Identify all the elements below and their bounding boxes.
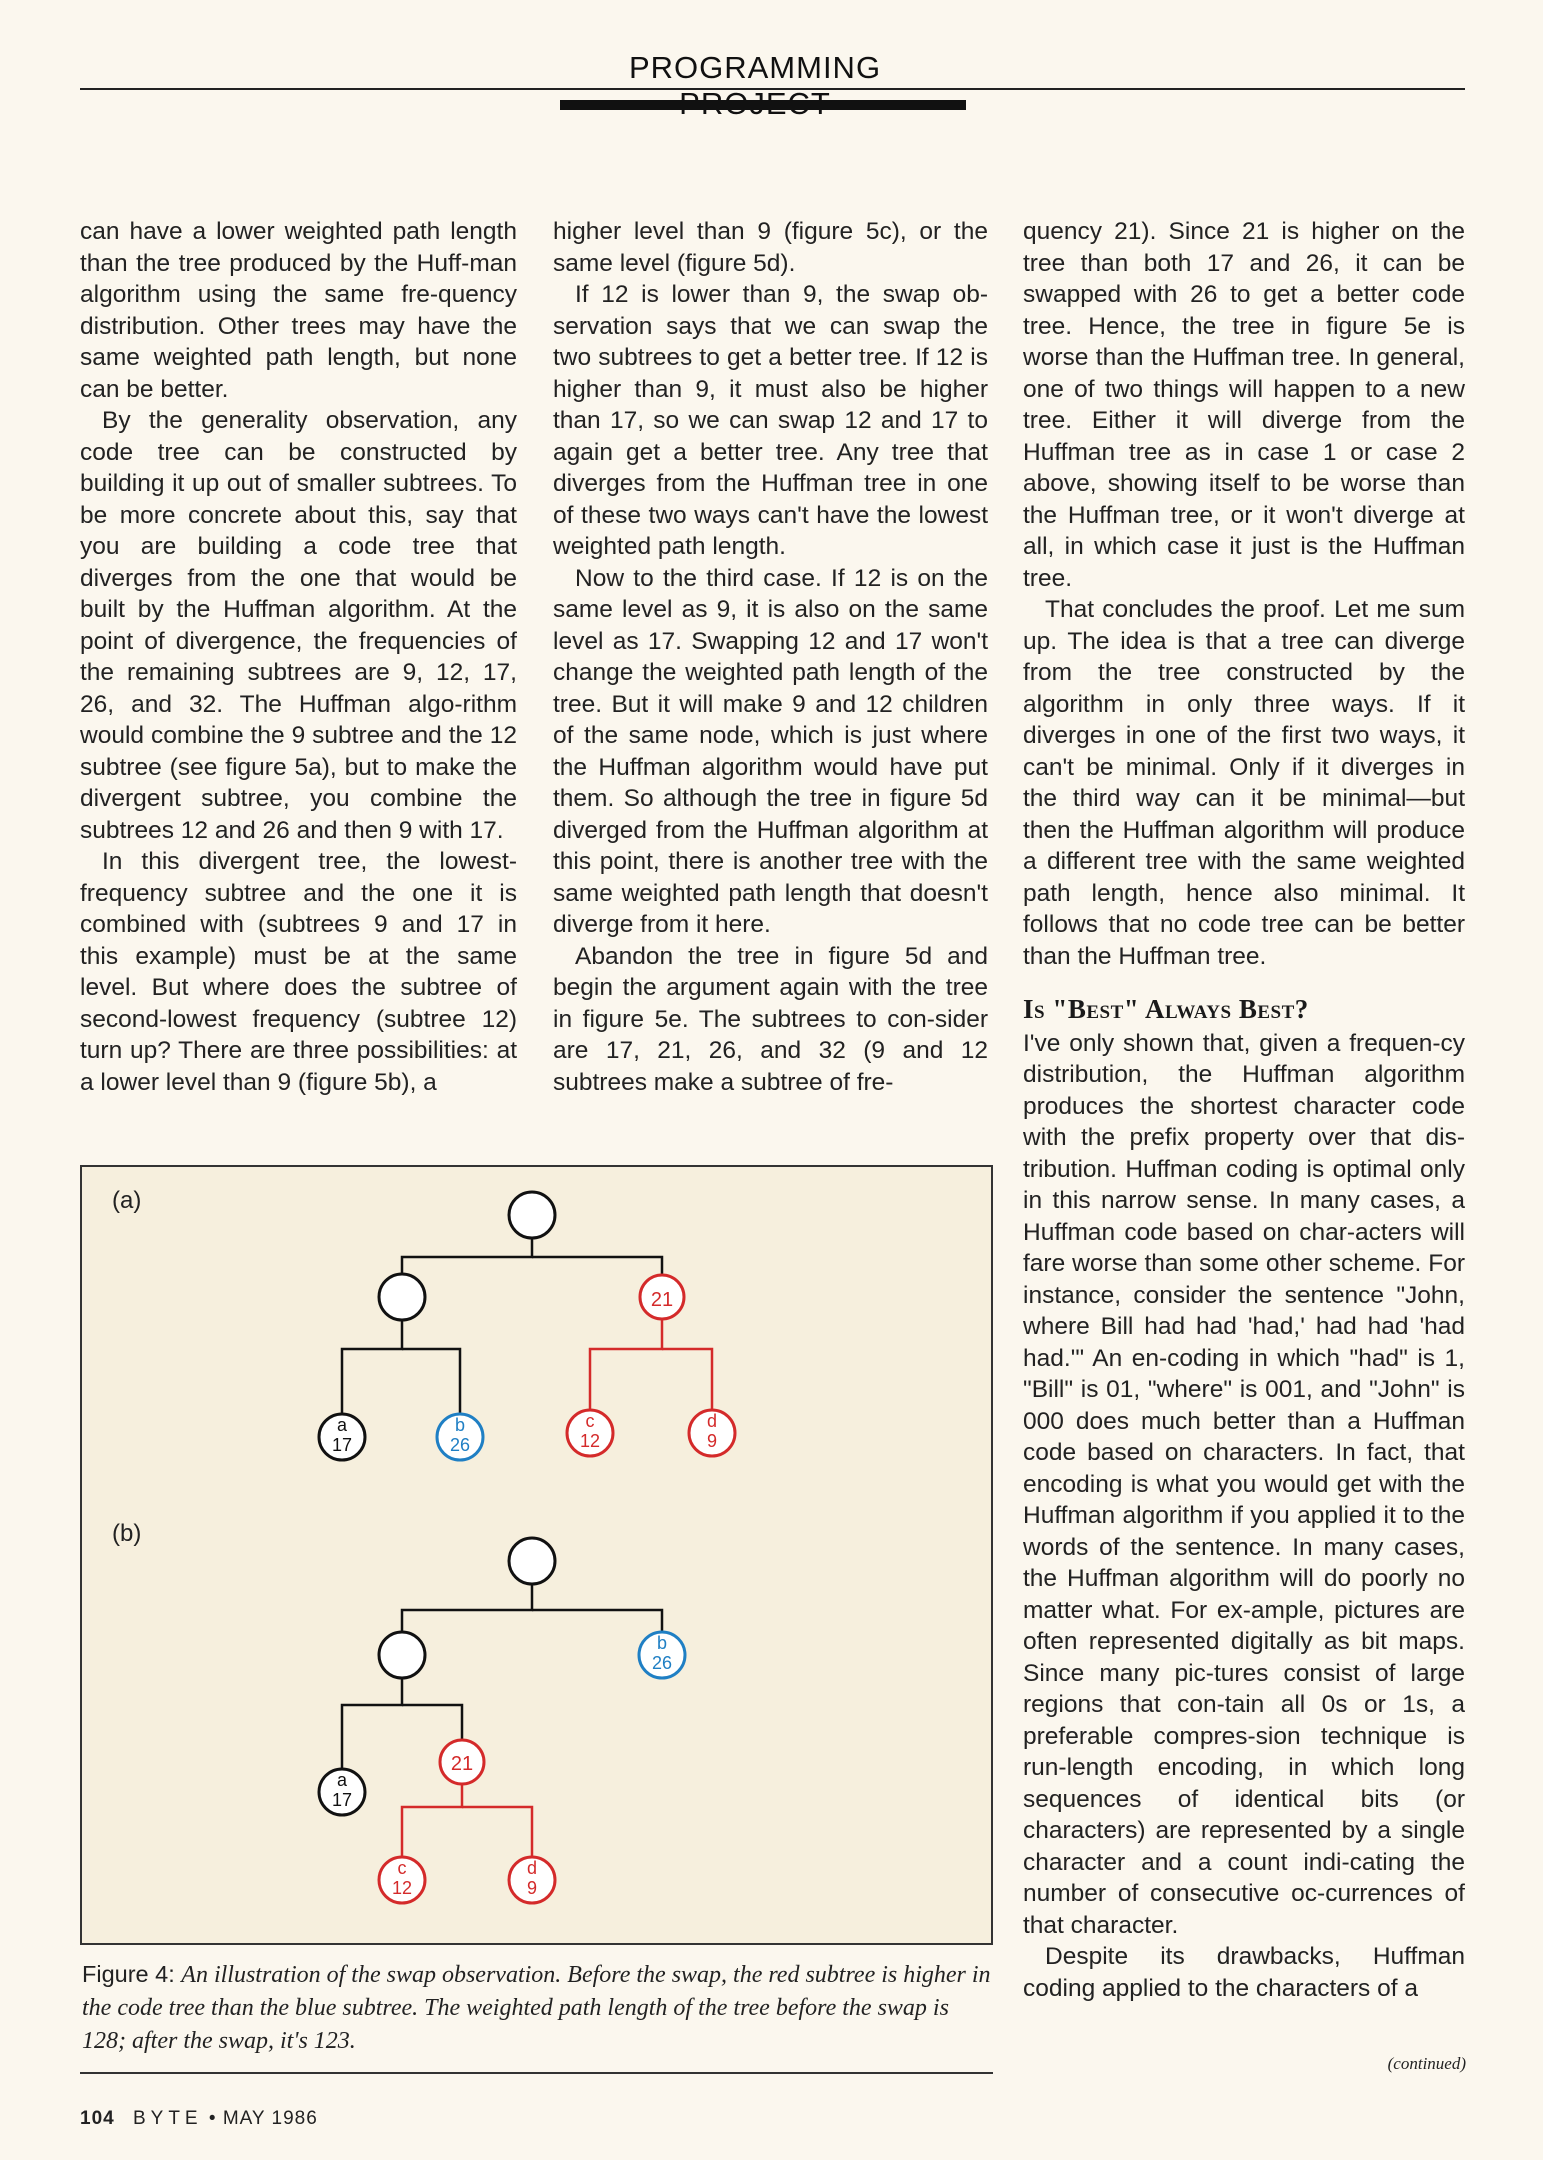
paragraph: If 12 is lower than 9, the swap ob-servation says that we can swap the two subtrees to get a better tree. If 12 is higher than 9, it must also be higher than 17, so we can swap 12 and 17 to again get a better tree. Any tree that diverges from the Huffman tree in one of these two ways can't have the lowest weighted path length. bbox=[553, 281, 988, 560]
edge bbox=[402, 1705, 462, 1740]
leaf-d-weight: 9 bbox=[526, 1878, 538, 1898]
leaf-d-letter: d bbox=[526, 1858, 538, 1878]
footer-separator: • bbox=[208, 2108, 217, 2129]
edge bbox=[402, 1237, 532, 1275]
leaf-c-letter: c bbox=[397, 1858, 407, 1878]
edge bbox=[662, 1349, 712, 1410]
edge bbox=[402, 1583, 532, 1633]
caption-rule bbox=[80, 2072, 993, 2074]
paragraph: higher level than 9 (figure 5c), or the same level (figure 5d). bbox=[553, 218, 988, 277]
edge bbox=[532, 1257, 662, 1275]
tree-diagram bbox=[82, 1167, 991, 1943]
panel-a-tree bbox=[319, 1192, 735, 1460]
page-footer bbox=[80, 2108, 318, 2130]
paragraph: Now to the third case. If 12 is on the same level as 9, it is also on the same level as 17. Swapping 12 and 17 won't change the weighted path length of the tree. But it will make 9 and 12 children of the same node, which is just where the Huffman algorithm would have put them. So although the tree in figure 5d diverged from the Huffman algorithm at this point, there is another tree with the same weighted path length that doesn't diverge from it here. bbox=[553, 564, 988, 938]
edge bbox=[342, 1319, 402, 1414]
leaf-b-weight: 26 bbox=[651, 1653, 673, 1673]
section-heading: Is "Best" Always Best? bbox=[1023, 994, 1309, 1024]
header-rule bbox=[80, 88, 1465, 90]
running-header: PROGRAMMING bbox=[628, 50, 882, 85]
leaf-a-letter: a bbox=[336, 1415, 348, 1435]
leaf-c-letter: c bbox=[585, 1411, 595, 1431]
paragraph: By the generality observation, any code tree can be constructed by building it up out of smaller subtrees. To be more concrete about this, say that you are building a code tree that diverges from the one that would be built by the Huffman algorithm. At the point of divergence, the frequencies of the remaining subtrees are 9, 12, 17, 26, and 32. The Huffman algo-rithm would combine the 9 subtree and the 12 subtree (see figure 5a), but to make the divergent subtree, you combine the subtrees 12 and 26 and then 9 with 17. bbox=[80, 407, 517, 844]
caption-label: Figure 4: bbox=[82, 1961, 175, 1987]
issue-date: MAY 1986 bbox=[222, 2108, 318, 2129]
edge bbox=[532, 1610, 662, 1633]
paragraph: That concludes the proof. Let me sum up. The idea is that a tree can diverge from the tree constructed by the algorithm in only three ways. If it diverges in one of the first two ways, it can't be minimal. Only if it diverges in the third way can it be minimal—but then the Huffman algorithm will produce a different tree with the same weighted path length, hence also minimal. It follows that no code tree can be better than the Huffman tree. bbox=[1023, 596, 1465, 970]
paragraph: I've only shown that, given a frequen-cy distribution, the Huffman algorithm produces the shortest character code with the prefix property over that dis-tribution. Huffman coding is optimal only in this narrow sense. In many cases, a Huffman code based on char-acters will fare worse than some other scheme. For instance, consider the sentence "John, where Bill had had 'had,' had had 'had had.'" An en-coding in which "had" is 1, "Bill" is 01, "where" is 001, and "John" is 000 does much better than a Huffman code based on characters. In fact, that encoding is what you would get with the Huffman algorithm if you applied it to the words of the sentence. In many cases, the Huffman algorithm will do poorly no matter what. For ex-ample, pictures are often represented digitally as bit maps. Since many pic-tures consist of large regions that con-tain all 0s or 1s, a preferable compres-sion technique is run-length encoding, in which long sequences of identical bits (or characters) are represented by a single character and a count indi-cating the number of consecutive oc-currences of that character. bbox=[1023, 1029, 1465, 1939]
caption-text: An illustration of the swap observation. Before the swap, the red subtree is higher in the code tree than the blue subtree. The weighted path length of the tree before the swap is 128; after the swap, it's 123. bbox=[82, 1962, 991, 2054]
leaf-d-weight: 9 bbox=[706, 1431, 718, 1451]
paragraph: Abandon the tree in figure 5d and begin the argument again with the tree in figure 5e. The subtrees to con-sider are 17, 21, 26, and 32 (9 and 12 subtrees make a subtree of fre- bbox=[553, 942, 988, 1096]
edge bbox=[590, 1319, 662, 1410]
paragraph: In this divergent tree, the lowest-frequency subtree and the one it is combined with (subtrees 9 and 17 in this example) must be at the same level. But where does the subtree of second-lowest frequency (subtree 12) turn up? There are three possibilities: at a lower level than 9 (figure 5b), a bbox=[80, 848, 517, 1096]
internal-node bbox=[379, 1274, 425, 1320]
node-21-label: 21 bbox=[650, 1289, 674, 1311]
leaf-c-weight: 12 bbox=[391, 1878, 413, 1898]
magazine-name: BYTE bbox=[132, 2108, 203, 2129]
leaf-b-weight: 26 bbox=[449, 1435, 471, 1455]
figure-4 bbox=[80, 1165, 993, 1945]
leaf-a-letter: a bbox=[336, 1770, 348, 1790]
panel-b-label: (b) bbox=[112, 1520, 142, 1547]
paragraph: can have a lower weighted path length than the tree produced by the Huff-man algorithm using the same fre-quency distribution. Other trees may have the same weighted path length, but none can be better. bbox=[80, 218, 517, 403]
leaf-a-weight: 17 bbox=[331, 1790, 353, 1810]
edge bbox=[402, 1784, 462, 1857]
continued-label: (continued) bbox=[1387, 2054, 1466, 2073]
page-number: 104 bbox=[80, 2108, 115, 2129]
edge bbox=[342, 1677, 402, 1769]
internal-node bbox=[379, 1632, 425, 1678]
text-column-1 bbox=[80, 216, 517, 1098]
figure-caption bbox=[82, 1958, 992, 2057]
paragraph: Despite its drawbacks, Huffman coding applied to the characters of a bbox=[1023, 1943, 1465, 2002]
paragraph: quency 21). Since 21 is higher on the tree than both 17 and 26, it can be swapped with 26 to get a better code tree. Hence, the tree in figure 5e is worse than the Huffman tree. In general, one of two things will happen to a new tree. Either it will diverge from the Huffman tree as in case 1 or case 2 above, showing itself to be worse than the Huffman tree, or it won't diverge at all, in which case it just is the Huffman tree. bbox=[1023, 218, 1465, 592]
text-column-2 bbox=[553, 216, 988, 1098]
leaf-a-weight: 17 bbox=[331, 1435, 353, 1455]
root-node bbox=[509, 1538, 555, 1584]
edge bbox=[402, 1349, 460, 1414]
panel-b-tree bbox=[319, 1538, 685, 1903]
leaf-b-letter: b bbox=[656, 1633, 668, 1653]
node-21-label: 21 bbox=[450, 1753, 474, 1775]
edge bbox=[462, 1807, 532, 1857]
panel-a-label: (a) bbox=[112, 1187, 142, 1214]
root-node bbox=[509, 1192, 555, 1238]
text-column-3 bbox=[1023, 216, 1465, 2004]
leaf-c-weight: 12 bbox=[579, 1431, 601, 1451]
leaf-b-letter: b bbox=[454, 1415, 466, 1435]
header-bar bbox=[560, 100, 966, 110]
leaf-d-letter: d bbox=[706, 1411, 718, 1431]
